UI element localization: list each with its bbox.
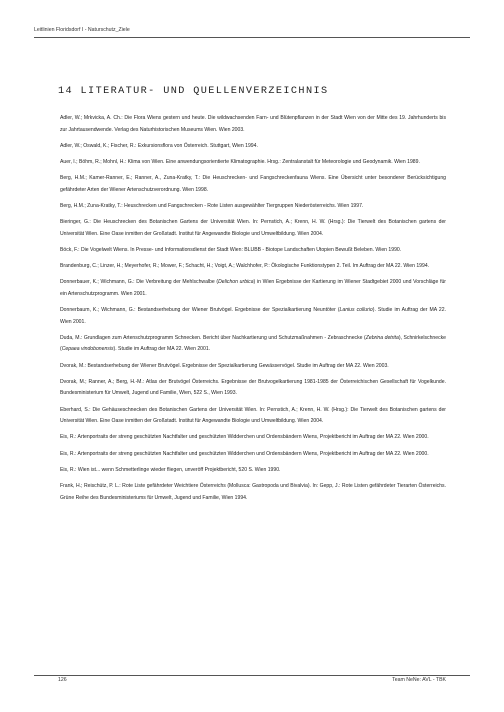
reference-entry: Dvorak, M.: Bestandserhebung der Wiener Brutvögel. Ergebnisse der Spezialkartierung Gewässervögel. Studie im Auftrag der MA 22. Wien 2003. [60,362,389,369]
footer-team-label: Team NeNe: AVL - TBK [392,677,446,683]
reference-entry: Berg, H.M.; Zuna-Kratky, T.: Heuschrecken und Fangschrecken - Rote Listen ausgewählter Tiergruppen Niederösterreichs. Wien 1997. [60,202,364,209]
reference-entry: Brandenburg, C.; Linzer, H.; Meyerhofer, R.; Mower, F.; Schacht, H.; Voigt, A.; Walchhofer, P.: Ökologische Funktionstypen 2. Teil. Im Auftrag der MA 22. Wien 1994. [60,263,430,270]
reference-entry: Eberhard, S.: Die Gehäuseschnecken des Botanischen Gartens der Universität Wien. In: Pernstich, A.; Krenn, H. W. (Hrsg.): Die Tierwelt des Botanischen gartens der Universität Wien. Eine Oase inmitten der Großstadt. Institut für Angewandte Biologie und Umweltbildung. Wien 2004. [60,406,446,425]
reference-text: ). Studie im Auftrag der MA 22. Wien 2001. [60,307,446,325]
section-title: 14 LITERATUR- UND QUELLENVERZEICHNIS [58,86,329,97]
reference-entry: Adler, W.; Mrkvicka, A. Ch.: Die Flora Wiens gestern und heute. Die wildwachsenden Farn- und Blütenpflanzen in der Stadt Wien von der Mitte des 19. Jahrhunderts bis zur Jahrtausendwende. Verlag des Naturhistorischen Museums Wien. Wien 2003. [60,115,446,133]
reference-entry: Dvorak, M.; Ranner, A.; Berg, H.-M.: Atlas der Brutvögel Österreichs. Ergebnisse der Brutvogelkartierung 1981-1985 der Österreichischen Gesellschaft für Vogelkunde. Bundesministerium für Umwelt, Jugend und Familie, Wien, 522 S., Wien 1993. [60,378,446,397]
reference-entry [60,277,446,300]
reference-entry: Auer, I.; Böhm, R.; Mohnl, H.: Klima von Wien. Eine anwendungsorientierte Klimatographie. Hrsg.: Zentralanstalt für Meteorologie und Geodynamik. Wien 1989. [60,158,420,165]
reference-list [60,113,446,509]
reference-entry: Berg, H.M.; Kamer-Ranner, E.; Ranner, A., Zuna-Kratky, T.: Die Heuschrecken- und Fangschreckenfauna Wiens. Eine Übersicht unter besonderer Berücksichtigung gefährdeter Arten der Wiener Artenschutzverordnung. Wien 1998. [60,175,446,193]
reference-entry: Eis, R.: Artenportraits der streng geschützten Nachtfalter und geschützten Widderchen und Ordensbändern Wiens, Projektbericht im Auftrag der MA 22. Wien 2000. [60,434,429,441]
reference-entry: Adler, W.; Oswald, K.; Fischer, R.: Exkursionsflora von Österreich. Stuttgart, Wien 1994. [60,142,258,149]
reference-entry [60,305,446,328]
footer-divider [34,675,470,676]
reference-text: ). Studie im Auftrag der MA 22. Wien 2001. [113,346,211,353]
species-name: Zebrina detrita [365,334,399,341]
page-number: 126 [58,677,67,683]
reference-entry: Eis, R.: Artenportraits der streng geschützten Nachtfalter und geschützten Widderchen und Ordensbändern Wiens, Projektbericht im Auftrag der MA 22. Wien 2000. [60,450,429,457]
reference-text: ) in Wien Ergebnisse der Kartierung im Wiener Stadtgebiet 2000 und Vorschläge für ein Artenschutzprogramm. Wien 2001. [60,279,447,297]
reference-text: Donnerbauer, K.; Wichmann, G.: Die Verbreitung der Mehlschwalbe ( [60,279,219,286]
reference-entry: Frank, H.; Reischütz, P. L.: Rote Liste gefährdeter Weichtiere Österreichs (Mollusca: Gastropoda und Bivalvia). In: Gepp, J.: Rote Listen gefährdeter Tierarten Österreichs. Grüne Reihe des Bundesministeriums für Umwelt, Jugend und Familie, Wien 1994. [60,482,446,501]
reference-text: Duda, M.: Grundlagen zum Artenschutzprogramm Schnecken. Bericht über Nachkartierung und Schutzmaßnahmen - Zebraschnecke ( [60,334,366,341]
reference-text: ), Schnirkelschnecke ( [60,334,447,353]
reference-text: Donnerbaum, K.; Wichmann, G.: Bestandserhebung der Wiener Brutvögel. Ergebnisse der Spezialkartierung Neuntöter ( [60,307,340,314]
reference-entry [60,333,446,356]
running-header: Leitlinien Floridsdorf I - Naturschutz_Ziele [34,27,130,33]
species-name: Lanius collurio [339,307,373,314]
header-divider [34,37,470,38]
reference-entry: Eis, R.: Wien ist... wenn Schmetterlinge wieder fliegen, unveröff Projektbericht, 520 S. Wien 1990. [60,466,281,473]
species-name: Cepaea vindobonensis [61,346,114,353]
reference-entry: Böck, F.: Die Vogelwelt Wiens. In Presse- und Informationsdienst der Stadt Wien: BLUBB - Biotope Landschaften Utopien Bewußt Beleben. Wien 1990. [60,246,402,253]
species-name: Delichon urbica [218,279,254,286]
reference-entry: Bieringer, G.: Die Heuschrecken des Botanischen Gartens der Universität Wien. In: Pernstich, A.; Krenn, H. W. (Hrsg.): Die Tierwelt des Botanischen gartens der Universität Wien. Eine Oase inmitten der Großstadt. Institut für Angewandte Biologie und Umweltbildung. Wien 2004. [60,219,446,237]
